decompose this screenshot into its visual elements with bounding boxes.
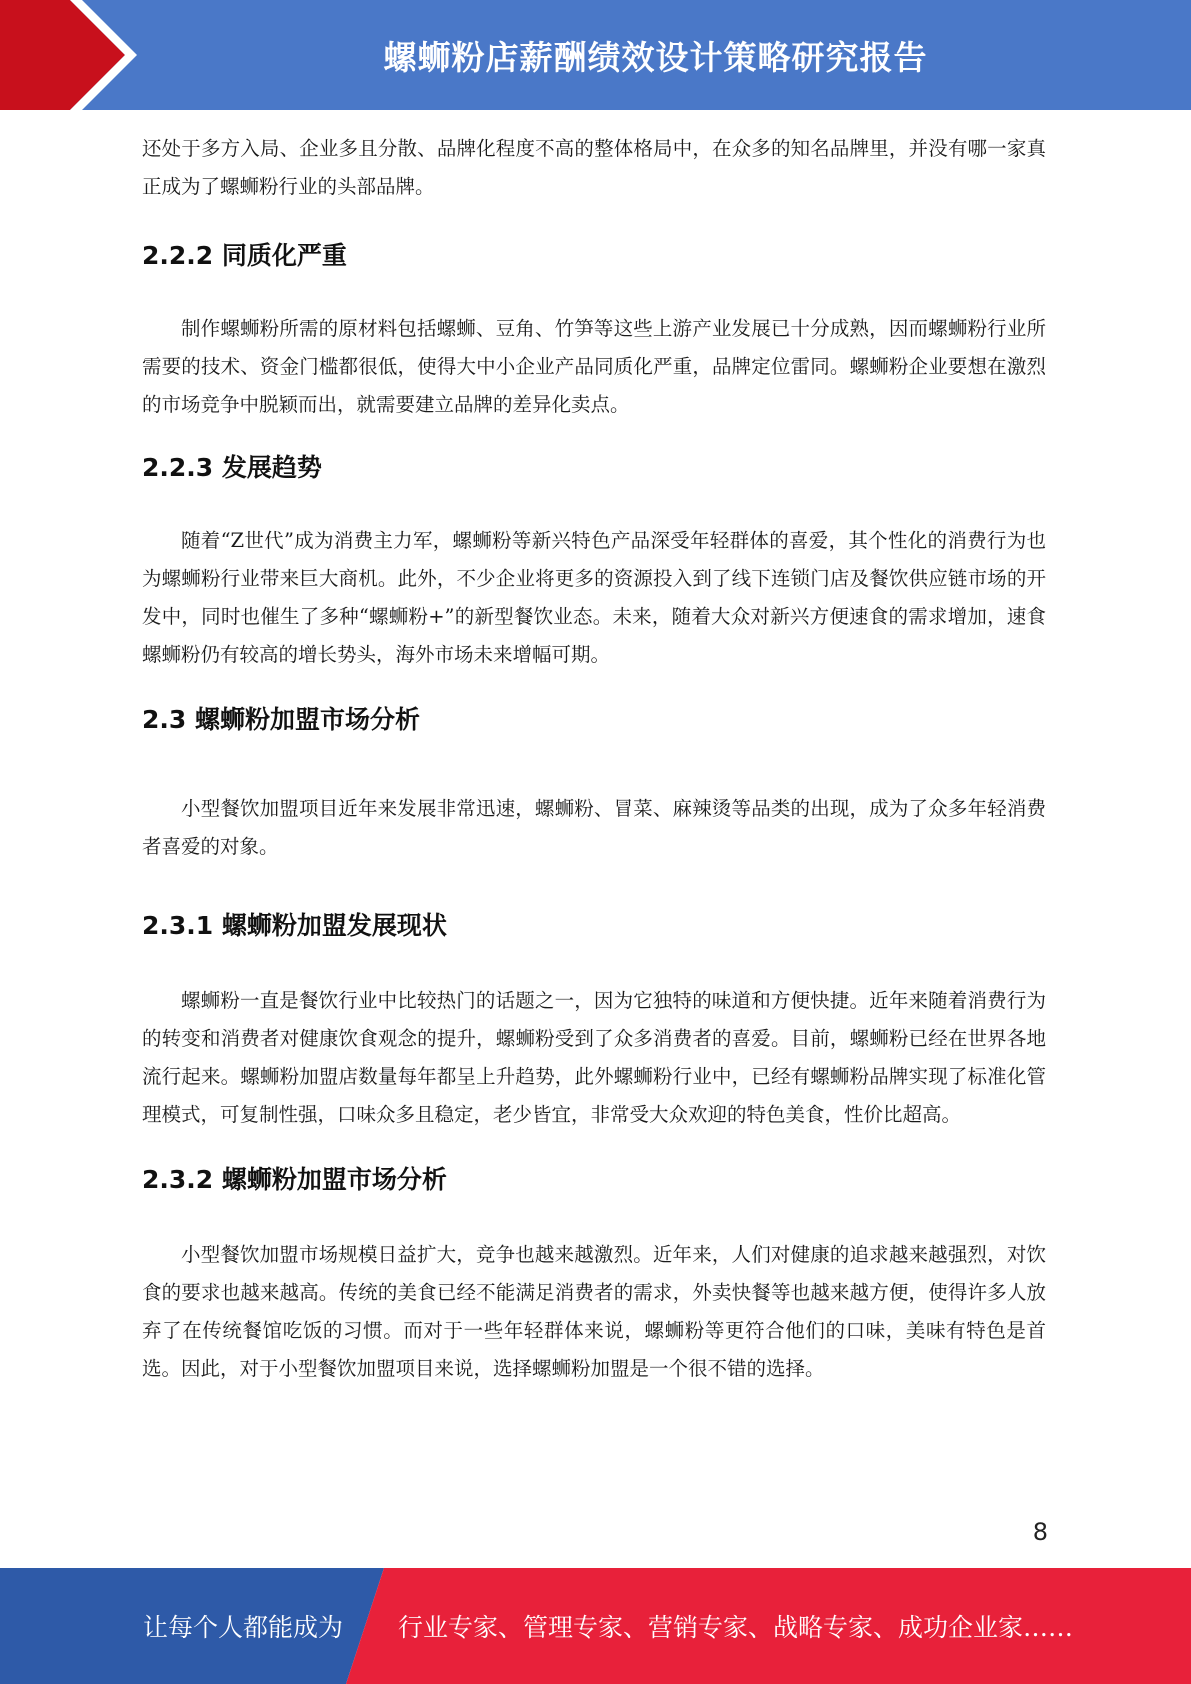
section-heading-2-2-3: 2.2.3 发展趋势	[142, 453, 322, 482]
section-paragraph-2-3-2: 小型餐饮加盟市场规模日益扩大，竞争也越来越激烈。近年来，人们对健康的追求越来越强烈，对饮食的要求也越来越高。传统的美食已经不能满足消费者的需求，外卖快餐等也越来越方便，使得许多人放弃了在传统餐馆吃饭的习惯。而对于一些年轻群体来说，螺蛳粉等更符合他们的口味，美味有特色是首选。因此，对于小型餐饮加盟项目来说，选择螺蛳粉加盟是一个很不错的选择。	[142, 1243, 1046, 1380]
section-paragraph-2-2-3: 随着“Z世代”成为消费主力军，螺蛳粉等新兴特色产品深受年轻群体的喜爱，其个性化的消费行为也为螺蛳粉行业带来巨大商机。此外，不少企业将更多的资源投入到了线下连锁门店及餐饮供应链市场的开发中，同时也催生了多种“螺蛳粉+”的新型餐饮业态。未来，随着大众对新兴方便速食的需求增加，速食螺蛳粉仍有较高的增长势头，海外市场未来增幅可期。	[142, 529, 1046, 666]
section-heading-2-3-1: 2.3.1 螺蛳粉加盟发展现状	[142, 911, 447, 940]
section-paragraph-2-3: 小型餐饮加盟项目近年来发展非常迅速，螺蛳粉、冒菜、麻辣烫等品类的出现，成为了众多年轻消费者喜爱的对象。	[142, 797, 1046, 858]
footer-slogan-left: 让每个人都能成为	[143, 1613, 344, 1642]
header-arrow-decoration	[0, 0, 160, 110]
footer-slogan-right: 行业专家、管理专家、营销专家、战略专家、成功企业家……	[398, 1613, 1074, 1642]
section-heading-2-3-2: 2.3.2 螺蛳粉加盟市场分析	[142, 1165, 447, 1194]
section-heading-2-2-2: 2.2.2 同质化严重	[142, 241, 347, 270]
page-number: 8	[1032, 1518, 1048, 1546]
page-footer	[0, 1568, 1191, 1684]
intro-paragraph: 还处于多方入局、企业多且分散、品牌化程度不高的整体格局中，在众多的知名品牌里，并没有哪一家真正成为了螺蛳粉行业的头部品牌。	[142, 137, 1046, 198]
section-heading-2-3: 2.3 螺蛳粉加盟市场分析	[142, 705, 420, 734]
report-title: 螺蛳粉店薪酬绩效设计策略研究报告	[383, 37, 928, 77]
page-header	[0, 0, 1191, 110]
main-content	[142, 130, 1046, 1388]
section-paragraph-2-3-1: 螺蛳粉一直是餐饮行业中比较热门的话题之一，因为它独特的味道和方便快捷。近年来随着消费行为的转变和消费者对健康饮食观念的提升，螺蛳粉受到了众多消费者的喜爱。目前，螺蛳粉已经在世界各地流行起来。螺蛳粉加盟店数量每年都呈上升趋势，此外螺蛳粉行业中，已经有螺蛳粉品牌实现了标准化管理模式，可复制性强，口味众多且稳定，老少皆宜，非常受大众欢迎的特色美食，性价比超高。	[142, 989, 1046, 1126]
section-paragraph-2-2-2: 制作螺蛳粉所需的原材料包括螺蛳、豆角、竹笋等这些上游产业发展已十分成熟，因而螺蛳粉行业所需要的技术、资金门槛都很低，使得大中小企业产品同质化严重，品牌定位雷同。螺蛳粉企业要想在激烈的市场竞争中脱颖而出，就需要建立品牌的差异化卖点。	[142, 317, 1046, 416]
